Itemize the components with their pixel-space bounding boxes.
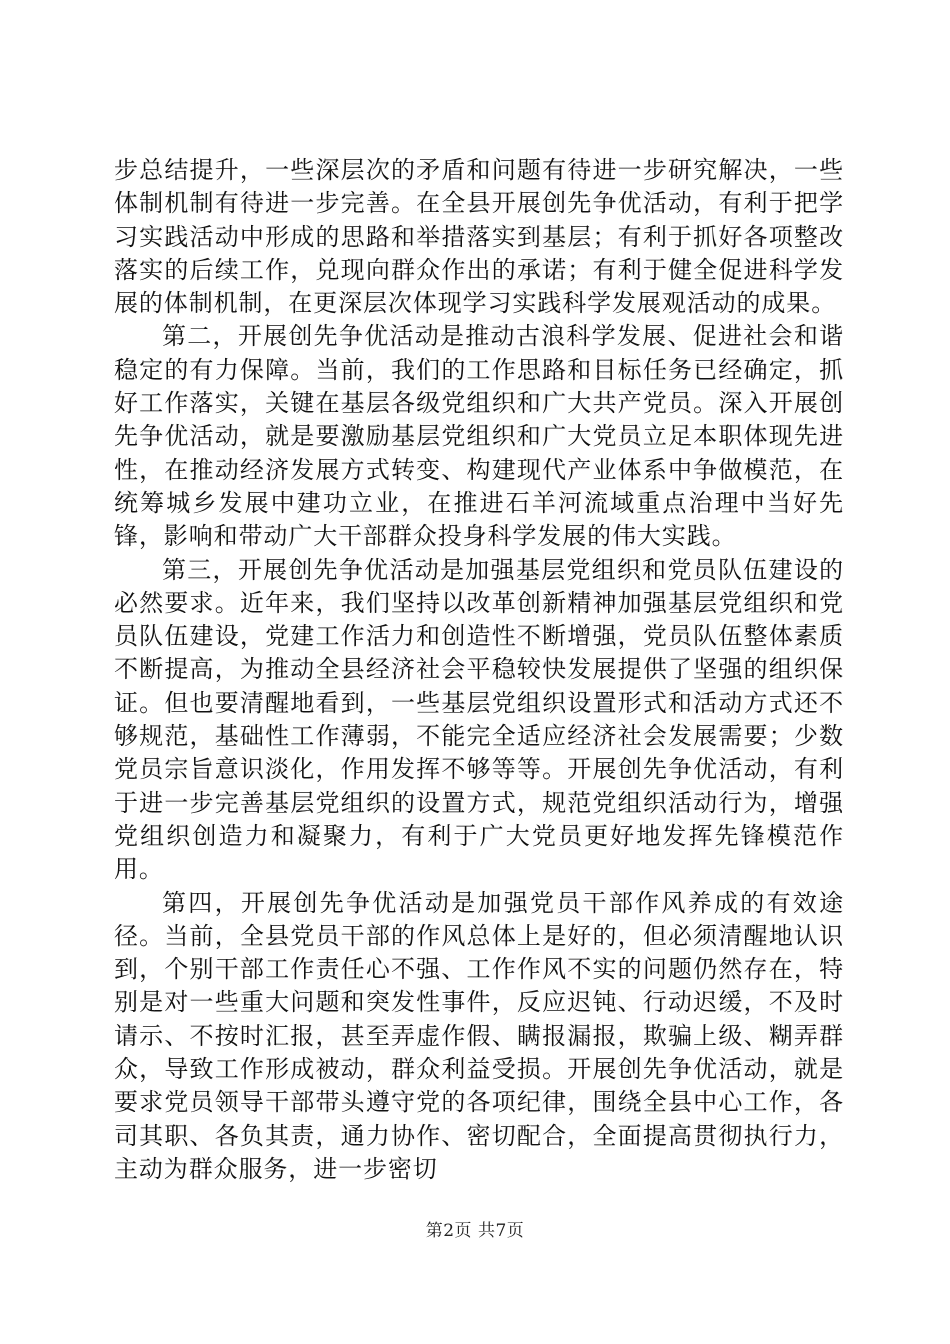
paragraph-3: 第三，开展创先争优活动是加强基层党组织和党员队伍建设的必然要求。近年来，我们坚持以改革创新精神加强基层党组织和党员队伍建设，党建工作活力和创造性不断增强，党员队伍整体素质不断提高，为推动全县经济社会平稳较快发展提供了坚强的组织保证。但也要清醒地看到，一些基层党组织设置形式和活动方式还不够规范，基础性工作薄弱，不能完全适应经济社会发展需要；少数党员宗旨意识淡化，作用发挥不够等等。开展创先争优活动，有利于进一步完善基层党组织的设置方式，规范党组织活动行为，增强党组织创造力和凝聚力，有利于广大党员更好地发挥先锋模范作用。 xyxy=(114,555,844,884)
paragraph-1: 步总结提升，一些深层次的矛盾和问题有待进一步研究解决，一些体制机制有待进一步完善。在全县开展创先争优活动，有利于把学习实践活动中形成的思路和举措落实到基层；有利于抓好各项整改落实的后续工作，兑现向群众作出的承诺；有利于健全促进科学发展的体制机制，在更深层次体现学习实践科学发展观活动的成果。 xyxy=(114,156,844,318)
paragraph-2: 第二，开展创先争优活动是推动古浪科学发展、促进社会和谐稳定的有力保障。当前，我们的工作思路和目标任务已经确定，抓好工作落实，关键在基层各级党组织和广大共产党员。深入开展创先争优活动，就是要激励基层党组织和广大党员立足本职体现先进性，在推动经济发展方式转变、构建现代产业体系中争做模范，在统筹城乡发展中建功立业，在推进石羊河流域重点治理中当好先锋，影响和带动广大干部群众投身科学发展的伟大实践。 xyxy=(114,322,844,551)
document-body xyxy=(114,154,844,1186)
page-number-footer: 第2页 共7页 xyxy=(425,1221,525,1241)
paragraph-4: 第四，开展创先争优活动是加强党员干部作风养成的有效途径。当前，全县党员干部的作风总体上是好的，但必须清醒地认识到，个别干部工作责任心不强、工作作风不实的问题仍然存在，特别是对一些重大问题和突发性事件，反应迟钝、行动迟缓，不及时请示、不按时汇报，甚至弄虚作假、瞒报漏报，欺骗上级、糊弄群众，导致工作形成被动，群众利益受损。开展创先争优活动，就是要求党员领导干部带头遵守党的各项纪律，围绕全县中心工作，各司其职、各负其责，通力协作、密切配合，全面提高贯彻执行力，主动为群众服务，进一步密切 xyxy=(114,888,844,1183)
